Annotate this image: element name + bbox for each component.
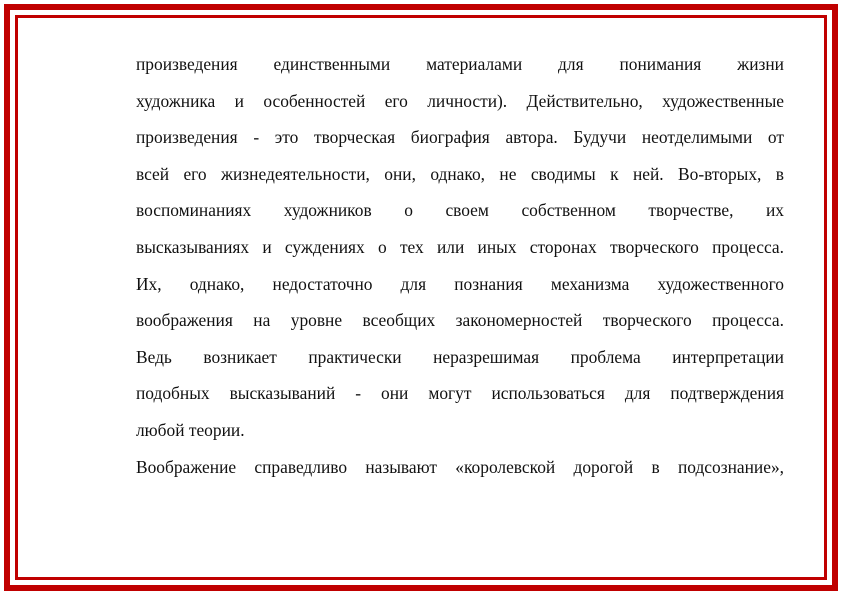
text-line: всей его жизнедеятельности, они, однако, не сводимы к ней. Во-вторых, в (136, 163, 784, 184)
text-line: любой теории. (136, 419, 245, 440)
body-text (136, 46, 784, 485)
text-line: Ведь возникает практически неразрешимая проблема интерпретации (136, 346, 784, 367)
text-line: подобных высказываний - они могут использоваться для подтверждения (136, 383, 784, 404)
text-line: художника и особенностей его личности). Действительно, художественные (136, 90, 784, 111)
text-line: воображения на уровне всеобщих закономерностей творческого процесса. (136, 310, 784, 331)
text-line: Воображение справедливо называют «королевской дорогой в подсознание», (136, 456, 784, 477)
text-line: высказываниях и суждениях о тех или иных сторонах творческого процесса. (136, 236, 784, 257)
text-line: Их, однако, недостаточно для познания механизма художественного (136, 273, 784, 294)
text-line: произведения - это творческая биография автора. Будучи неотделимыми от (136, 127, 784, 148)
text-line: воспоминаниях художников о своем собственном творчестве, их (136, 200, 784, 221)
text-line: произведения единственными материалами для понимания жизни (136, 54, 784, 74)
